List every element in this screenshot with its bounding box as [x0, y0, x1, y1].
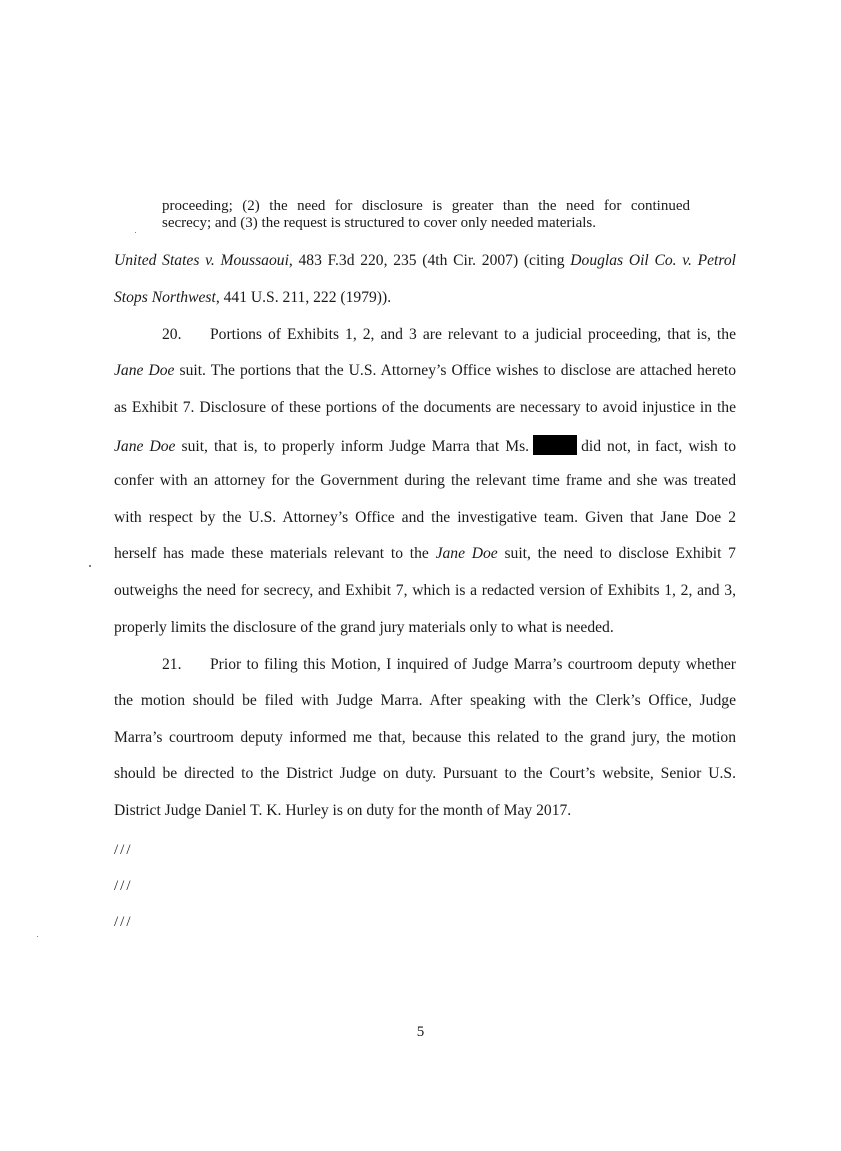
paragraph-21-line-2: the motion should be filed with Judge Marra. After speaking with the Clerk’s Office, Judge [114, 692, 736, 709]
paragraph-20-line-3: as Exhibit 7. Disclosure of these portions of the documents are necessary to avoid injustice in the [114, 399, 736, 416]
paragraph-20-line-1: 20. Portions of Exhibits 1, 2, and 3 are relevant to a judicial proceeding, that is, the [162, 326, 736, 343]
scan-speck [135, 232, 136, 233]
case-name: Jane Doe [435, 545, 498, 562]
case-name: Jane Doe [114, 438, 176, 455]
paragraph-21-line-1: 21. Prior to filing this Motion, I inquired of Judge Marra’s courtroom deputy whether [162, 656, 736, 673]
scan-speck [89, 565, 91, 567]
separator-slashes: /// [114, 914, 133, 930]
paragraph-20-line-8: outweighs the need for secrecy, and Exhibit 7, which is a redacted version of Exhibits 1, 2, and 3, [114, 582, 736, 599]
paragraph-number: 21. [162, 656, 182, 673]
redaction-box [533, 435, 577, 455]
separator-slashes: /// [114, 878, 133, 894]
separator-slashes: /// [114, 842, 133, 858]
case-name: Jane Doe [114, 362, 175, 379]
case-name: Stops Northwest [114, 289, 216, 306]
scan-speck [37, 936, 38, 937]
citation-text: , 483 F.3d 220, 235 (4th Cir. 2007) (citing [288, 252, 571, 269]
case-name: Douglas Oil Co. v. Petrol [570, 252, 736, 269]
page-number: 5 [416, 1024, 425, 1040]
paragraph-20-line-5: confer with an attorney for the Government during the relevant time frame and she was treated [114, 472, 736, 489]
paragraph-20-line-6: with respect by the U.S. Attorney’s Office and the investigative team. Given that Jane Doe 2 [114, 509, 736, 526]
paragraph-20-line-7: herself has made these materials relevant to the Jane Doe suit, the need to disclose Exhibit 7 [114, 545, 736, 562]
paragraph-20-line-4: Jane Doe suit, that is, to properly inform Judge Marra that Ms. did not, in fact, wish to [114, 435, 736, 456]
citation-text: , 441 U.S. 211, 222 (1979)). [215, 289, 392, 306]
citation-line-2 [114, 289, 736, 307]
paragraph-21-line-3: Marra’s courtroom deputy informed me that, because this related to the grand jury, the motion [114, 729, 736, 746]
paragraph-21-line-4: should be directed to the District Judge on duty. Pursuant to the Court’s website, Senior U.S. [114, 765, 736, 782]
paragraph-20-line-2: Jane Doe suit. The portions that the U.S. Attorney’s Office wishes to disclose are attached hereto [114, 362, 736, 379]
paragraph-number: 20. [162, 326, 182, 343]
quote-line-2: secrecy; and (3) the request is structured to cover only needed materials. [162, 215, 596, 231]
paragraph-20-line-9: properly limits the disclosure of the grand jury materials only to what is needed. [114, 619, 614, 636]
case-name: United States v. Moussaoui [114, 252, 289, 269]
citation-line-1 [114, 252, 736, 270]
paragraph-21-line-5: District Judge Daniel T. K. Hurley is on duty for the month of May 2017. [114, 802, 572, 819]
quote-line-1: proceeding; (2) the need for disclosure is greater than the need for continued [162, 198, 690, 214]
